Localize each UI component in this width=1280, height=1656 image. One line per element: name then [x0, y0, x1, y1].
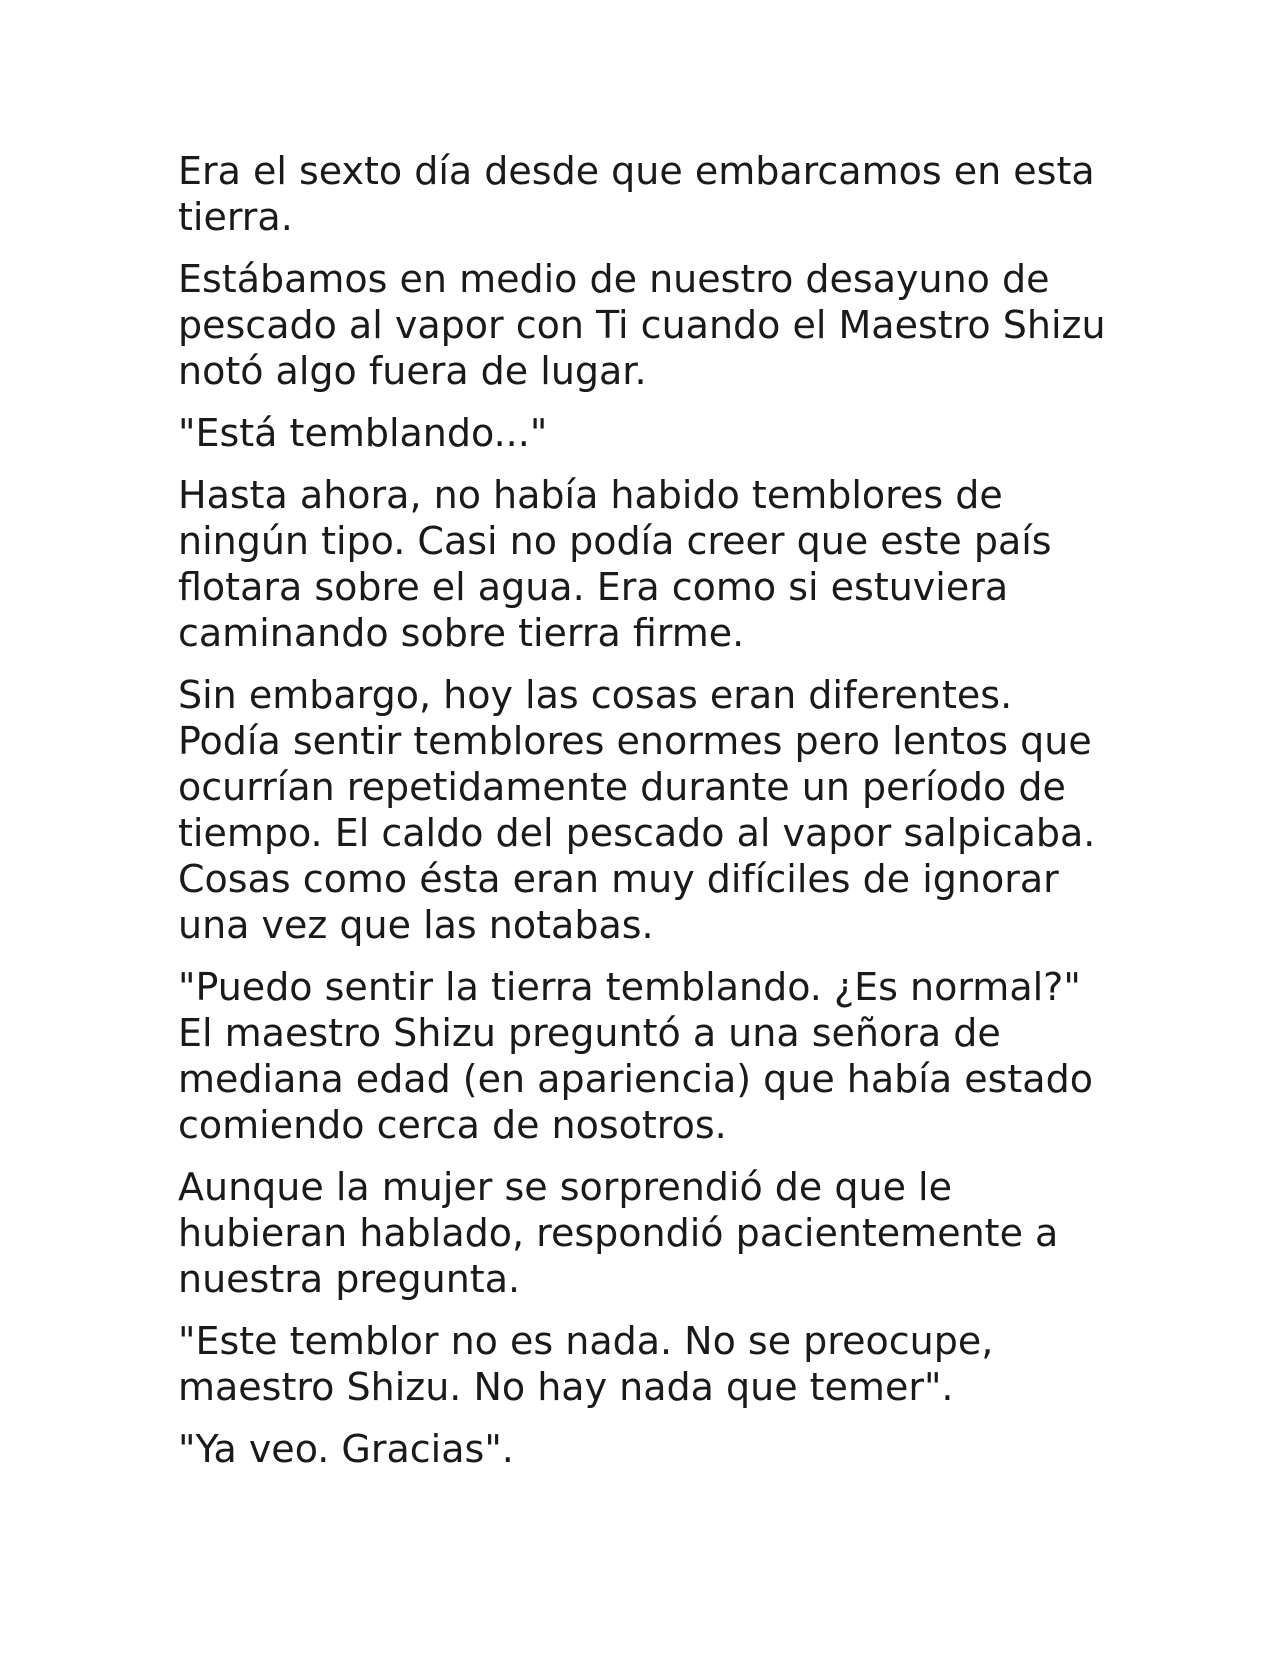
- text-line: una vez que las notabas.: [178, 903, 654, 947]
- paragraph-8: [178, 1318, 1138, 1410]
- text-line: "Ya veo. Gracias".: [178, 1427, 514, 1471]
- paragraph-5: [178, 672, 1138, 948]
- text-line: caminando sobre tierra firme.: [178, 611, 745, 655]
- text-line: mediana edad (en apariencia) que había estado: [178, 1057, 1093, 1101]
- text-line: nuestra pregunta.: [178, 1257, 521, 1301]
- paragraph-9: [178, 1426, 1138, 1472]
- text-line: tierra.: [178, 195, 293, 239]
- text-line: "Está temblando...": [178, 411, 548, 455]
- paragraph-7: [178, 1164, 1138, 1302]
- text-line: ocurrían repetidamente durante un período de: [178, 765, 1066, 809]
- text-line: Hasta ahora, no había habido temblores de: [178, 473, 1003, 517]
- text-line: tiempo. El caldo del pescado al vapor salpicaba.: [178, 811, 1096, 855]
- text-line: Aunque la mujer se sorprendió de que le: [178, 1165, 952, 1209]
- paragraph-3: [178, 410, 1138, 456]
- paragraph-6: [178, 964, 1138, 1148]
- document-body: [178, 148, 1138, 1488]
- text-line: comiendo cerca de nosotros.: [178, 1103, 727, 1147]
- text-line: Cosas como ésta eran muy difíciles de ignorar: [178, 857, 1059, 901]
- text-line: Podía sentir temblores enormes pero lentos que: [178, 719, 1092, 763]
- text-line: flotara sobre el agua. Era como si estuviera: [178, 565, 1009, 609]
- text-line: Estábamos en medio de nuestro desayuno de: [178, 257, 1050, 301]
- text-line: Era el sexto día desde que embarcamos en esta: [178, 149, 1095, 193]
- text-line: ningún tipo. Casi no podía creer que este país: [178, 519, 1052, 563]
- paragraph-2: [178, 256, 1138, 394]
- text-line: hubieran hablado, respondió pacientemente a: [178, 1211, 1059, 1255]
- text-line: Sin embargo, hoy las cosas eran diferentes.: [178, 673, 1013, 717]
- text-line: "Puedo sentir la tierra temblando. ¿Es normal?": [178, 965, 1081, 1009]
- text-line: notó algo fuera de lugar.: [178, 349, 647, 393]
- text-line: "Este temblor no es nada. No se preocupe,: [178, 1319, 994, 1363]
- paragraph-4: [178, 472, 1138, 656]
- paragraph-1: [178, 148, 1138, 240]
- text-line: maestro Shizu. No hay nada que temer".: [178, 1365, 954, 1409]
- text-line: El maestro Shizu preguntó a una señora de: [178, 1011, 1001, 1055]
- text-line: pescado al vapor con Ti cuando el Maestro Shizu: [178, 303, 1106, 347]
